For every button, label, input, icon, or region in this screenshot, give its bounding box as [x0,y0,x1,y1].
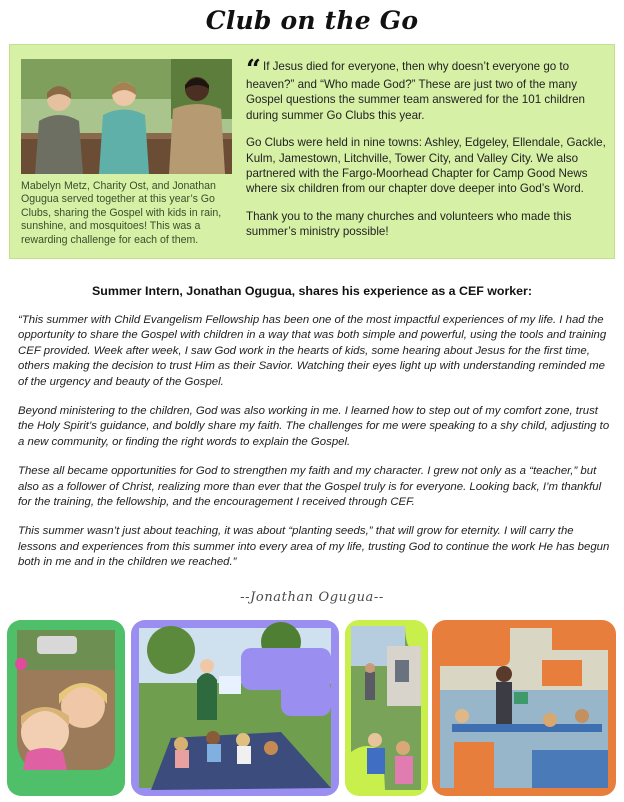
photo-kids-selfie [7,620,125,796]
team-photo [21,59,232,174]
intro-paragraph-1 [246,55,608,123]
intern-testimony [18,313,610,585]
photo-outdoor-lesson [131,620,339,796]
summary-box [9,44,615,259]
testimony-paragraph: This summer wasn’t just about teaching, it was about “planting seeds,” that will grow for eternity. I will carry the lessons and experiences from this summer into every area of my life, trusting God to continue the work He has begun both in me and in the children we reached.” [18,525,610,569]
page-title: Club on the Go [205,6,419,35]
intro-paragraph-1-text: If Jesus died for everyone, then why doesn’t everyone go to heaven?” and “Who made God?” These are just two of the many Gospel questions the summer team answered for the 101 children during summer Go Clubs this year. [246,60,585,122]
intern-heading: Summer Intern, Jonathan Ogugua, shares his experience as a CEF worker: [91,284,532,298]
testimony-paragraph: Beyond ministering to the children, God was also working in me. I learned how to step out of my comfort zone, trust the Holy Spirit’s guidance, and boldly share my faith. The challenges for me were speaking to a shy child, adjusting to a new community, or finding the right words to explain the Gospel. [18,405,610,448]
testimony-paragraph: These all became opportunities for God to strengthen my faith and my character. I grew not only as a “teacher,” but also as a follower of Christ, realizing more than ever that the Gospel truly is for everyone. Looking back, I’m thankful for the training, the fellowship, and the encouragement I received through CEF. [18,465,602,509]
photo-picnic-teaching [432,620,616,796]
opening-quote-mark: “ [246,55,261,85]
intro-paragraph-3: Thank you to the many churches and volunteers who made this summer’s ministry possible! [246,209,572,239]
intro-text [246,55,608,252]
photo-backyard [345,620,428,796]
signature: --Jonathan Ogugua-- [240,590,384,605]
photo-caption: Mabelyn Metz, Charity Ost, and Jonathan Ogugua served together at this year’s Go Clubs, sharing the Gospel with kids in rain, sunshine, and mosquitoes! This was a rewarding challenge for each of them. [21,180,222,246]
intro-paragraph-2: Go Clubs were held in nine towns: Ashley, Edgeley, Ellendale, Gackle, Kulm, Jamestown, Litchville, Tower City, and Valley City. We also partnered with the Fargo-Moorhead Chapter for Camp Good News where six children from our chapter dove deeper into God’s Word. [246,136,606,196]
testimony-paragraph: “This summer with Child Evangelism Fellowship has been one of the most impactful experiences of my life. I had the opportunity to share the Gospel with children in a way that was both simple and powerful, using the tools and training CEF provided. Week after week, I saw God work in the hearts of kids, some hearing about Jesus for the first time, others making the decision to trust Him as their Savior. Watching their eyes light up with understanding reminded me of the urgency and beauty of the Gospel. [18,314,607,388]
